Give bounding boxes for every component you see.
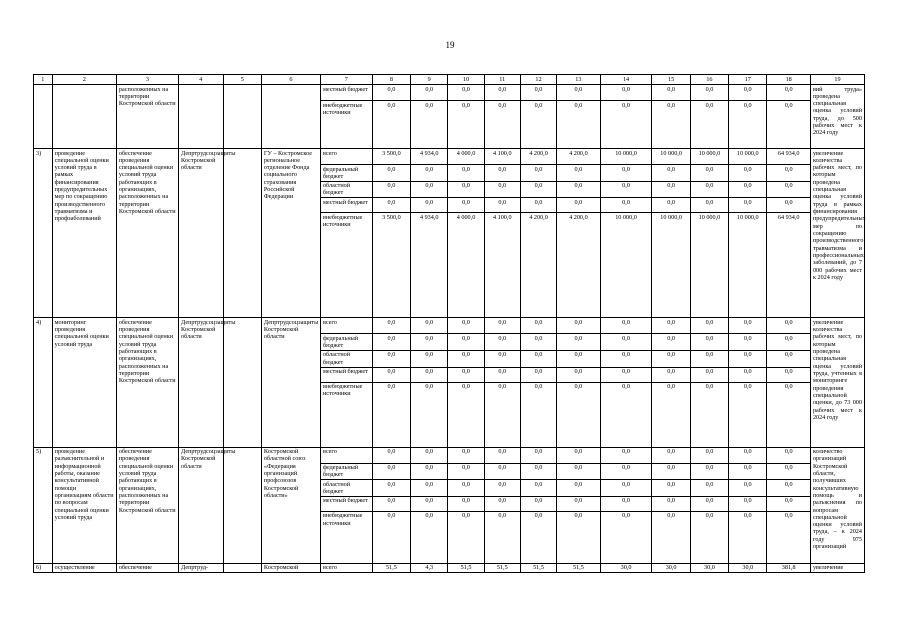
funding-value: 0,0 <box>600 318 652 334</box>
funding-value: 0,0 <box>729 334 767 351</box>
activity-participant: ГУ – Костромское региональное отделение Фонда социального страхования Российской Федерации <box>261 149 320 318</box>
funding-value: 0,0 <box>520 496 556 511</box>
funding-value: 0,0 <box>411 350 448 367</box>
funding-row <box>34 85 865 101</box>
funding-value: 0,0 <box>652 101 690 149</box>
funding-source: внебюджетные источники <box>320 213 372 318</box>
funding-value: 0,0 <box>411 463 448 480</box>
funding-value: 0,0 <box>690 165 728 182</box>
funding-value: 0,0 <box>767 181 811 198</box>
funding-value: 30,0 <box>652 563 690 572</box>
funding-source: областной бюджет <box>320 350 372 367</box>
funding-value: 0,0 <box>448 496 484 511</box>
funding-value: 0,0 <box>557 367 601 382</box>
column-number-cell: 4 <box>179 75 224 85</box>
funding-source: всего <box>320 447 372 463</box>
funding-value: 0,0 <box>448 198 484 213</box>
activity-task: обеспечение <box>116 563 178 572</box>
column-number-cell: 19 <box>810 75 864 85</box>
funding-value: 0,0 <box>411 318 448 334</box>
funding-value: 0,0 <box>652 334 690 351</box>
funding-source: местный бюджет <box>320 198 372 213</box>
column-number-cell: 18 <box>767 75 811 85</box>
activity-task: расположенных на территории Костромской области <box>116 85 178 149</box>
funding-value: 10 000,0 <box>729 149 767 165</box>
funding-value: 0,0 <box>411 447 448 463</box>
funding-value: 0,0 <box>448 165 484 182</box>
activity-column-5 <box>223 563 261 572</box>
funding-value: 0,0 <box>484 382 520 447</box>
funding-value: 51,5 <box>557 563 601 572</box>
funding-value: 0,0 <box>448 181 484 198</box>
funding-value: 0,0 <box>520 318 556 334</box>
funding-value: 0,0 <box>729 496 767 511</box>
funding-value: 0,0 <box>690 198 728 213</box>
funding-value: 0,0 <box>729 318 767 334</box>
activity-result: вий труда» проведена специальная оценка условий труда, до 500 рабочих мест к 2024 году <box>810 85 864 149</box>
activity-column-5 <box>223 85 261 149</box>
funding-row <box>34 149 865 165</box>
funding-value: 0,0 <box>372 511 410 563</box>
column-number-cell: 5 <box>223 75 261 85</box>
funding-value: 4 934,0 <box>411 213 448 318</box>
funding-value: 0,0 <box>767 367 811 382</box>
funding-value: 0,0 <box>557 334 601 351</box>
activity-number: 4) <box>34 318 53 447</box>
funding-value: 51,5 <box>448 563 484 572</box>
funding-value: 0,0 <box>652 350 690 367</box>
funding-value: 0,0 <box>448 463 484 480</box>
funding-value: 0,0 <box>600 198 652 213</box>
funding-value: 0,0 <box>520 447 556 463</box>
funding-value: 0,0 <box>448 101 484 149</box>
funding-value: 0,0 <box>557 101 601 149</box>
funding-value: 0,0 <box>729 101 767 149</box>
funding-source: внебюджетные источники <box>320 101 372 149</box>
funding-value: 0,0 <box>411 101 448 149</box>
funding-value: 0,0 <box>652 463 690 480</box>
funding-value: 0,0 <box>690 511 728 563</box>
funding-value: 0,0 <box>690 367 728 382</box>
funding-value: 4 200,0 <box>557 149 601 165</box>
funding-value: 10 000,0 <box>652 213 690 318</box>
funding-value: 0,0 <box>767 198 811 213</box>
funding-value: 0,0 <box>767 165 811 182</box>
funding-value: 4 100,0 <box>484 213 520 318</box>
funding-value: 0,0 <box>372 198 410 213</box>
funding-value: 0,0 <box>729 198 767 213</box>
funding-value: 0,0 <box>520 350 556 367</box>
funding-value: 0,0 <box>557 165 601 182</box>
funding-value: 0,0 <box>411 382 448 447</box>
funding-value: 51,5 <box>520 563 556 572</box>
funding-value: 51,5 <box>484 563 520 572</box>
funding-value: 64 934,0 <box>767 213 811 318</box>
funding-value: 3 500,0 <box>372 149 410 165</box>
funding-value: 0,0 <box>372 318 410 334</box>
funding-value: 51,5 <box>372 563 410 572</box>
funding-value: 0,0 <box>520 480 556 497</box>
funding-value: 0,0 <box>372 496 410 511</box>
funding-value: 0,0 <box>484 181 520 198</box>
funding-value: 0,0 <box>767 480 811 497</box>
activity-name <box>52 85 116 149</box>
funding-source: местный бюджет <box>320 85 372 101</box>
activity-column-5 <box>223 318 261 447</box>
funding-value: 0,0 <box>690 350 728 367</box>
funding-value: 0,0 <box>767 101 811 149</box>
funding-value: 0,0 <box>690 496 728 511</box>
column-number-cell: 6 <box>261 75 320 85</box>
funding-value: 0,0 <box>690 334 728 351</box>
funding-value: 0,0 <box>520 165 556 182</box>
funding-source: местный бюджет <box>320 367 372 382</box>
funding-value: 0,0 <box>484 318 520 334</box>
column-number-cell: 16 <box>690 75 728 85</box>
funding-source: внебюджетные источники <box>320 382 372 447</box>
column-number-cell: 1 <box>34 75 53 85</box>
funding-value: 0,0 <box>557 318 601 334</box>
funding-value: 4 100,0 <box>484 149 520 165</box>
funding-value: 0,0 <box>520 367 556 382</box>
activity-executor: Депртруд- <box>179 563 224 572</box>
funding-value: 0,0 <box>484 101 520 149</box>
funding-value: 0,0 <box>484 198 520 213</box>
funding-value: 0,0 <box>520 511 556 563</box>
column-number-cell: 11 <box>484 75 520 85</box>
funding-value: 4 000,0 <box>448 213 484 318</box>
table-body <box>34 75 865 573</box>
funding-value: 0,0 <box>729 165 767 182</box>
funding-value: 0,0 <box>652 447 690 463</box>
funding-source: федеральный бюджет <box>320 463 372 480</box>
funding-value: 0,0 <box>600 463 652 480</box>
funding-value: 0,0 <box>600 367 652 382</box>
funding-value: 0,0 <box>600 480 652 497</box>
column-number-cell: 14 <box>600 75 652 85</box>
funding-value: 0,0 <box>372 367 410 382</box>
activity-task: обеспечение проведения специальной оценки условий труда работающих в организациях, расположенных на территории Костромской области <box>116 149 178 318</box>
funding-source: всего <box>320 318 372 334</box>
funding-value: 0,0 <box>520 198 556 213</box>
funding-value: 10 000,0 <box>690 213 728 318</box>
funding-source: всего <box>320 149 372 165</box>
funding-value: 0,0 <box>484 350 520 367</box>
activity-name: осуществление <box>52 563 116 572</box>
funding-value: 0,0 <box>600 350 652 367</box>
funding-value: 0,0 <box>767 447 811 463</box>
funding-value: 0,0 <box>600 101 652 149</box>
funding-value: 4 934,0 <box>411 149 448 165</box>
funding-value: 0,0 <box>767 85 811 101</box>
funding-value: 0,0 <box>729 511 767 563</box>
funding-value: 0,0 <box>484 447 520 463</box>
funding-value: 0,0 <box>372 480 410 497</box>
activity-executor: Депртрудсоцзащиты Костромской области <box>179 447 224 563</box>
funding-value: 0,0 <box>690 101 728 149</box>
funding-value: 0,0 <box>767 463 811 480</box>
funding-value: 0,0 <box>767 382 811 447</box>
funding-value: 0,0 <box>557 496 601 511</box>
funding-value: 0,0 <box>520 85 556 101</box>
funding-value: 0,0 <box>729 181 767 198</box>
funding-value: 0,0 <box>729 480 767 497</box>
column-number-cell: 9 <box>411 75 448 85</box>
funding-value: 0,0 <box>767 511 811 563</box>
funding-value: 0,0 <box>520 334 556 351</box>
funding-value: 0,0 <box>411 85 448 101</box>
funding-value: 0,0 <box>767 350 811 367</box>
funding-value: 0,0 <box>690 463 728 480</box>
funding-value: 0,0 <box>557 382 601 447</box>
funding-source: федеральный бюджет <box>320 165 372 182</box>
funding-value: 0,0 <box>520 181 556 198</box>
funding-value: 10 000,0 <box>690 149 728 165</box>
funding-value: 4 200,0 <box>520 213 556 318</box>
funding-source: федеральный бюджет <box>320 334 372 351</box>
funding-value: 0,0 <box>372 85 410 101</box>
column-number-cell: 17 <box>729 75 767 85</box>
funding-value: 0,0 <box>557 447 601 463</box>
funding-value: 0,0 <box>600 181 652 198</box>
funding-value: 0,0 <box>729 463 767 480</box>
funding-value: 0,0 <box>557 480 601 497</box>
funding-value: 0,0 <box>652 85 690 101</box>
funding-value: 0,0 <box>729 367 767 382</box>
activity-participant: Костромской <box>261 563 320 572</box>
funding-value: 0,0 <box>600 447 652 463</box>
column-number-cell: 10 <box>448 75 484 85</box>
activity-number <box>34 85 53 149</box>
funding-value: 0,0 <box>372 165 410 182</box>
funding-value: 0,0 <box>484 165 520 182</box>
funding-value: 10 000,0 <box>652 149 690 165</box>
activity-task: обеспечение проведения специальной оценки условий труда работающих в организациях, расположенных на территории Костромской области <box>116 318 178 447</box>
funding-value: 0,0 <box>411 181 448 198</box>
activity-name: проведение разъяснительной и информационной работы, оказание консультативной помощи организациям области по вопросам специальной оценки условий труда <box>52 447 116 563</box>
funding-value: 0,0 <box>729 447 767 463</box>
funding-value: 0,0 <box>411 165 448 182</box>
funding-value: 0,0 <box>652 496 690 511</box>
funding-value: 0,0 <box>690 480 728 497</box>
funding-value: 0,0 <box>600 382 652 447</box>
activity-number: 6) <box>34 563 53 572</box>
funding-value: 0,0 <box>372 101 410 149</box>
funding-value: 0,0 <box>484 511 520 563</box>
funding-value: 0,0 <box>600 85 652 101</box>
funding-value: 0,0 <box>448 382 484 447</box>
funding-value: 0,0 <box>411 511 448 563</box>
column-number-cell: 8 <box>372 75 410 85</box>
funding-value: 0,0 <box>652 181 690 198</box>
funding-value: 0,0 <box>372 350 410 367</box>
funding-value: 10 000,0 <box>600 149 652 165</box>
funding-value: 0,0 <box>484 496 520 511</box>
funding-value: 0,0 <box>600 496 652 511</box>
page-number: 19 <box>445 40 455 50</box>
funding-value: 0,0 <box>600 334 652 351</box>
funding-value: 0,0 <box>372 447 410 463</box>
funding-value: 30,0 <box>600 563 652 572</box>
column-number-cell: 7 <box>320 75 372 85</box>
funding-source: внебюджетные источники <box>320 511 372 563</box>
funding-source: областной бюджет <box>320 181 372 198</box>
funding-value: 0,0 <box>484 480 520 497</box>
funding-value: 4,3 <box>411 563 448 572</box>
activity-participant: Костромской областной союз «Федерация организаций профсоюзов Костромской области» <box>261 447 320 563</box>
column-number-cell: 12 <box>520 75 556 85</box>
funding-value: 0,0 <box>448 367 484 382</box>
funding-value: 0,0 <box>484 334 520 351</box>
activity-column-5 <box>223 447 261 563</box>
funding-source: областной бюджет <box>320 480 372 497</box>
funding-value: 0,0 <box>557 181 601 198</box>
funding-row <box>34 563 865 572</box>
funding-value: 0,0 <box>652 165 690 182</box>
funding-value: 0,0 <box>557 198 601 213</box>
funding-value: 0,0 <box>484 463 520 480</box>
funding-value: 3 500,0 <box>372 213 410 318</box>
funding-value: 0,0 <box>448 85 484 101</box>
funding-value: 0,0 <box>520 463 556 480</box>
column-number-cell: 15 <box>652 75 690 85</box>
funding-value: 0,0 <box>652 480 690 497</box>
funding-value: 0,0 <box>652 511 690 563</box>
activity-number: 5) <box>34 447 53 563</box>
funding-value: 0,0 <box>448 511 484 563</box>
activity-executor <box>179 85 224 149</box>
funding-value: 0,0 <box>411 334 448 351</box>
funding-value: 30,0 <box>729 563 767 572</box>
funding-value: 0,0 <box>652 367 690 382</box>
funding-value: 0,0 <box>448 350 484 367</box>
activity-result: количество организаций Костромской области, получивших консультативную помощь и разъяснения по вопросам специальной оценки условий труда, – к 2024 году 975 организаций <box>810 447 864 563</box>
funding-value: 0,0 <box>767 318 811 334</box>
activity-result: увеличение количества рабочих мест, по которым проведена специальная оценка условий труда, учтенных в мониторинге проведения специальной оценки, до 73 000 рабочих мест к 2024 году <box>810 318 864 447</box>
funding-value: 0,0 <box>484 85 520 101</box>
funding-value: 0,0 <box>448 480 484 497</box>
column-number-cell: 3 <box>116 75 178 85</box>
funding-value: 0,0 <box>372 334 410 351</box>
funding-value: 10 000,0 <box>600 213 652 318</box>
funding-value: 0,0 <box>411 496 448 511</box>
funding-value: 0,0 <box>600 165 652 182</box>
funding-value: 0,0 <box>372 181 410 198</box>
activity-executor: Депртрудсоцзащиты Костромской области <box>179 318 224 447</box>
funding-value: 0,0 <box>557 511 601 563</box>
funding-value: 0,0 <box>448 447 484 463</box>
funding-value: 0,0 <box>520 101 556 149</box>
funding-value: 381,8 <box>767 563 811 572</box>
funding-value: 0,0 <box>600 511 652 563</box>
funding-value: 0,0 <box>652 382 690 447</box>
funding-value: 0,0 <box>729 350 767 367</box>
funding-value: 30,0 <box>690 563 728 572</box>
activity-name: проведение специальной оценки условий труда в рамках финансирования предупредительных мер по сокращению производственного травматизма и профзаболеваний <box>52 149 116 318</box>
funding-value: 4 000,0 <box>448 149 484 165</box>
funding-value: 0,0 <box>557 350 601 367</box>
funding-value: 0,0 <box>448 334 484 351</box>
funding-value: 0,0 <box>557 463 601 480</box>
funding-row <box>34 447 865 463</box>
funding-value: 10 000,0 <box>729 213 767 318</box>
column-number-cell: 13 <box>557 75 601 85</box>
funding-source: местный бюджет <box>320 496 372 511</box>
funding-value: 0,0 <box>411 198 448 213</box>
activity-result: увеличение <box>810 563 864 572</box>
activity-result: увеличение количества рабочих мест, по которым проведена специальная оценка условий труда в рамках финансирования предупредительных мер по сокращению производственного травматизма и профессиональных заболеваний, до 7 000 рабочих мест к 2024 году <box>810 149 864 318</box>
activity-name: мониторинг проведения специальной оценки условий труда <box>52 318 116 447</box>
funding-source: всего <box>320 563 372 572</box>
funding-value: 4 200,0 <box>557 213 601 318</box>
funding-value: 0,0 <box>372 382 410 447</box>
funding-value: 0,0 <box>372 463 410 480</box>
activity-executor: Депртрудсоцзащиты Костромской области <box>179 149 224 318</box>
funding-value: 0,0 <box>767 334 811 351</box>
funding-value: 0,0 <box>520 382 556 447</box>
funding-value: 0,0 <box>557 85 601 101</box>
funding-value: 0,0 <box>411 480 448 497</box>
funding-value: 0,0 <box>690 447 728 463</box>
funding-value: 0,0 <box>690 181 728 198</box>
funding-value: 0,0 <box>690 382 728 447</box>
activity-participant <box>261 85 320 149</box>
activity-column-5 <box>223 149 261 318</box>
column-number-cell: 2 <box>52 75 116 85</box>
funding-value: 0,0 <box>411 367 448 382</box>
funding-value: 0,0 <box>767 496 811 511</box>
funding-value: 0,0 <box>484 367 520 382</box>
program-activities-table <box>33 74 865 573</box>
activity-number: 3) <box>34 149 53 318</box>
funding-value: 0,0 <box>690 85 728 101</box>
funding-value: 0,0 <box>729 85 767 101</box>
funding-value: 0,0 <box>729 382 767 447</box>
column-number-row <box>34 75 865 85</box>
funding-row <box>34 318 865 334</box>
funding-value: 0,0 <box>652 198 690 213</box>
funding-value: 4 200,0 <box>520 149 556 165</box>
funding-value: 64 934,0 <box>767 149 811 165</box>
funding-value: 0,0 <box>690 318 728 334</box>
funding-value: 0,0 <box>652 318 690 334</box>
activity-participant: Депртрудсоцзащиты Костромской области <box>261 318 320 447</box>
activity-task: обеспечение проведения специальной оценки условий труда работающих в организациях, расположенных на территории Костромской области <box>116 447 178 563</box>
funding-value: 0,0 <box>448 318 484 334</box>
